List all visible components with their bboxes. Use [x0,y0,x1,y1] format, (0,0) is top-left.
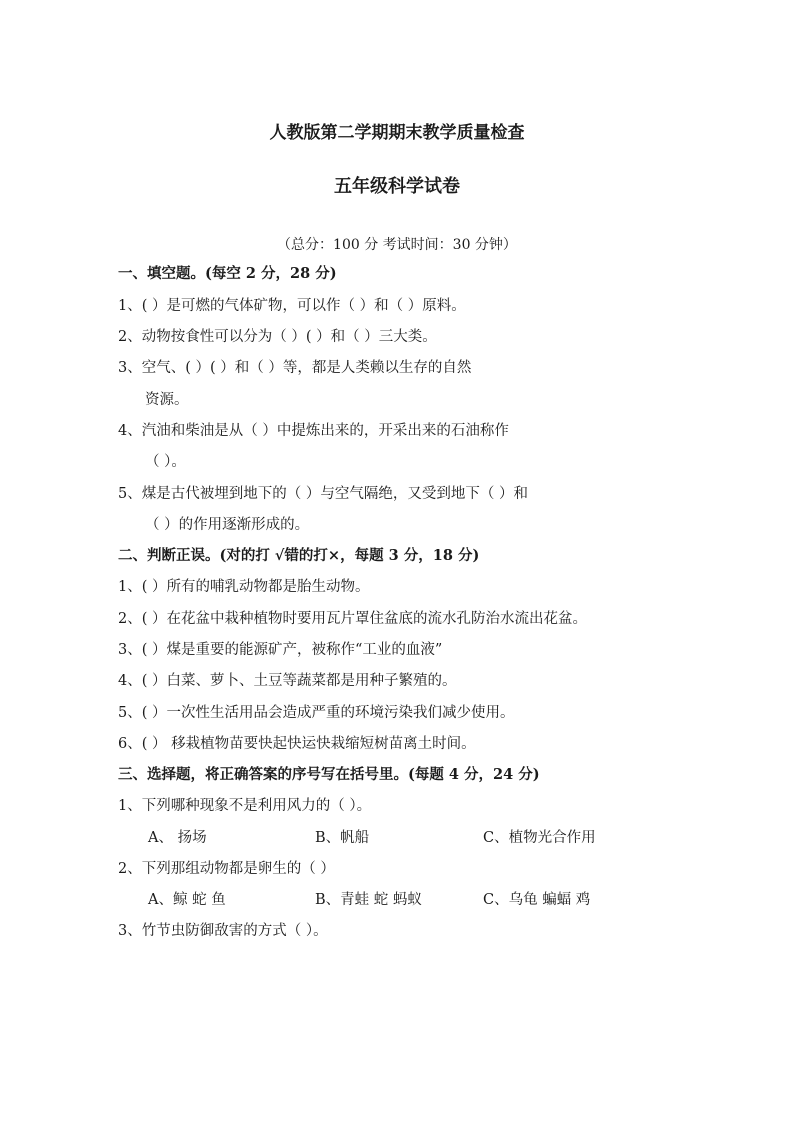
section3-q2-option-a: A、鲸 蛇 鱼 [148,892,226,908]
section1-question-3-continued: 资源。 [145,392,189,408]
section3-q1-option-b: B、帆船 [315,830,370,846]
section1-question-4-continued: （ ）。 [145,454,186,470]
section3-q1-option-a: A、 扬场 [148,830,207,846]
section1-question-5-continued: （ ）的作用逐渐形成的。 [145,517,310,533]
section1-heading: 一、填空题。(每空 2 分，28 分) [118,265,337,282]
section1-question-1: 1、( ）是可燃的气体矿物，可以作（ ）和（ ）原料。 [118,298,466,314]
section2-heading: 二、判断正误。(对的打 √错的打×，每题 3 分，18 分) [118,547,480,564]
section2-question-6: 6、( ） 移栽植物苗要快起快运快栽缩短树苗离土时间。 [118,736,476,752]
section3-q1-option-c: C、植物光合作用 [483,830,596,846]
section1-question-5: 5、煤是古代被埋到地下的（ ）与空气隔绝，又受到地下（ ）和 [118,486,528,502]
exam-title: 人教版第二学期期末教学质量检查 [269,123,525,143]
section3-question-1: 1、下列哪种现象不是利用风力的（ ）。 [118,798,372,814]
section2-question-3: 3、( ）煤是重要的能源矿产，被称作“工业的血液” [118,642,443,658]
section3-q2-option-b: B、青蛙 蛇 蚂蚁 [315,892,422,908]
exam-meta: （总分：100 分 考试时间：30 分钟） [277,237,517,253]
section1-question-3: 3、空气、( ）( ）和（ ）等，都是人类赖以生存的自然 [118,360,472,376]
section3-question-3: 3、竹节虫防御敌害的方式（ ）。 [118,923,328,939]
section3-q2-option-c: C、乌龟 蝙蝠 鸡 [483,892,591,908]
section2-question-1: 1、( ）所有的哺乳动物都是胎生动物。 [118,579,370,595]
section1-question-2: 2、动物按食性可以分为（ ）( ）和（ ）三大类。 [118,329,437,345]
section2-question-4: 4、( ）白菜、萝卜、土豆等蔬菜都是用种子繁殖的。 [118,673,457,689]
exam-subtitle: 五年级科学试卷 [334,176,460,197]
section3-heading: 三、选择题，将正确答案的序号写在括号里。(每题 4 分，24 分) [118,766,540,783]
section3-question-2: 2、下列那组动物都是卵生的（ ） [118,861,335,877]
section1-question-4: 4、汽油和柴油是从（ ）中提炼出来的，开采出来的石油称作 [118,423,509,439]
section2-question-2: 2、( ）在花盆中栽种植物时要用瓦片罩住盆底的流水孔防治水流出花盆。 [118,611,587,627]
section2-question-5: 5、( ）一次性生活用品会造成严重的环境污染我们减少使用。 [118,705,515,721]
